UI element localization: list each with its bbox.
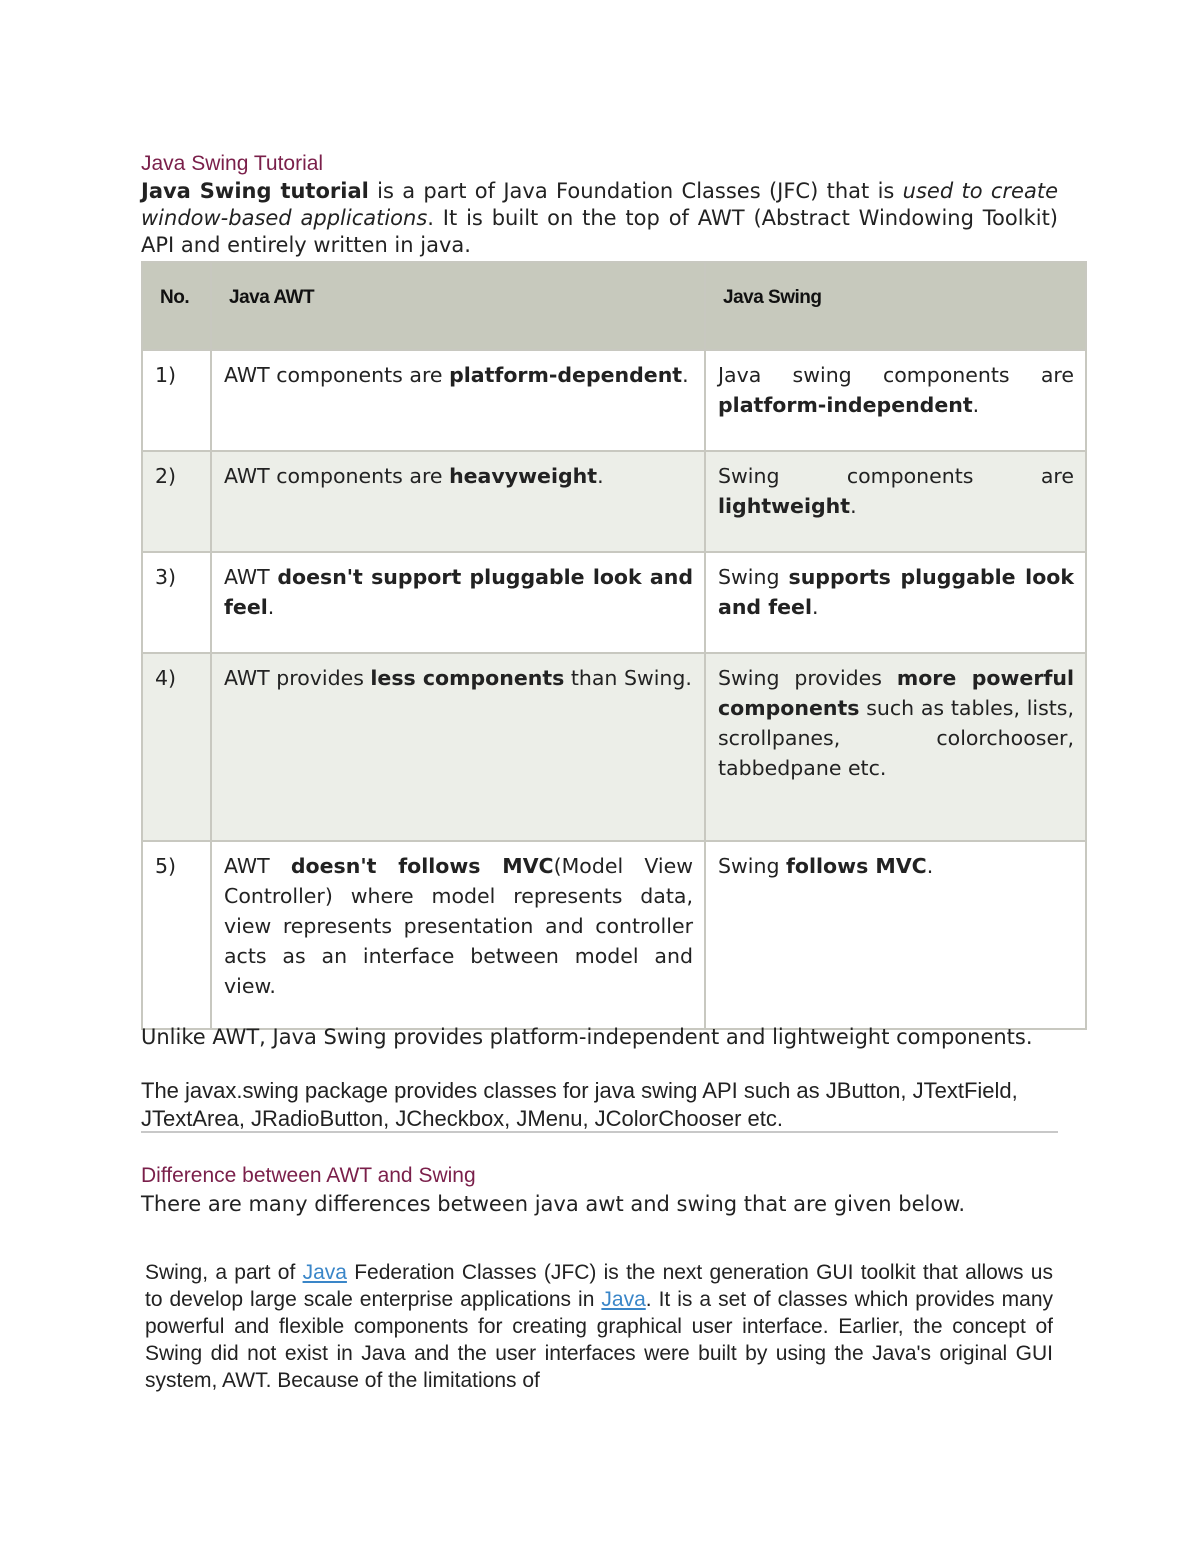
row-number: 5) bbox=[142, 841, 211, 1029]
row-number: 2) bbox=[142, 451, 211, 552]
cell-text: . bbox=[682, 363, 689, 387]
swing-cell bbox=[705, 350, 1086, 451]
intro-bold: Java Swing tutorial bbox=[141, 179, 369, 203]
swing-cell bbox=[705, 841, 1086, 1029]
awt-cell bbox=[211, 350, 705, 451]
cell-text: AWT components are bbox=[224, 464, 450, 488]
cell-bold: doesn't follows MVC bbox=[290, 854, 554, 878]
awt-cell bbox=[211, 451, 705, 552]
cell-bold: more powerful components bbox=[718, 666, 1074, 720]
swing-cell bbox=[705, 552, 1086, 653]
row-number: 1) bbox=[142, 350, 211, 451]
row-number: 3) bbox=[142, 552, 211, 653]
cell-text: . bbox=[812, 595, 819, 619]
table-row bbox=[142, 841, 1086, 1029]
awt-cell bbox=[211, 552, 705, 653]
cell-text: AWT components are bbox=[224, 363, 450, 387]
cell-text: . bbox=[597, 464, 604, 488]
intro-paragraph bbox=[141, 178, 1058, 259]
swing-text-3: . It is a set of classes which provides many powerful and flexible components for creating graphical user interface. Earlier, the concept of Swing did not exist in Java and the user interfaces were built by using the Java's original GUI system, AWT. Because of the limitations of bbox=[145, 1288, 1053, 1392]
table-row bbox=[142, 350, 1086, 451]
cell-bold: heavyweight bbox=[449, 464, 598, 488]
javax-swing-paragraph: The javax.swing package provides classes for java swing API such as JButton, JTextField, JTextArea, JRadioButton, JCheckbox, JMenu, JColorChooser etc. bbox=[141, 1078, 1018, 1131]
cell-bold: doesn't support pluggable look and feel bbox=[224, 565, 693, 619]
intro-text-2: . It is built on the top of AWT (Abstract Windowing Toolkit) API and entirely written in java. bbox=[141, 206, 1058, 257]
cell-bold: platform-dependent bbox=[449, 363, 683, 387]
intro-italic: used to create window-based applications bbox=[141, 179, 1058, 230]
cell-text: . bbox=[850, 494, 857, 518]
swing-cell bbox=[705, 653, 1086, 841]
row-number: 4) bbox=[142, 653, 211, 841]
table-row bbox=[142, 451, 1086, 552]
cell-text: such as tables, lists, scrollpanes, colorchooser, tabbedpane etc. bbox=[718, 696, 1074, 780]
section-heading: Difference between AWT and Swing bbox=[141, 1164, 476, 1187]
java-link[interactable]: Java bbox=[601, 1288, 646, 1311]
cell-text: AWT bbox=[224, 565, 278, 589]
cell-bold: lightweight bbox=[718, 494, 851, 518]
table-row bbox=[142, 653, 1086, 841]
cell-bold: platform-independent bbox=[718, 393, 973, 417]
after-table-paragraph: Unlike AWT, Java Swing provides platform-independent and lightweight components. bbox=[141, 1025, 1033, 1049]
cell-text: than Swing. bbox=[564, 666, 692, 690]
cell-text: Swing provides bbox=[718, 666, 897, 690]
header-java-swing: Java Swing bbox=[705, 262, 1086, 350]
cell-text: . bbox=[926, 854, 934, 878]
differences-intro: There are many differences between java awt and swing that are given below. bbox=[141, 1192, 966, 1216]
table-header-row bbox=[142, 262, 1086, 350]
cell-text: Swing components are bbox=[718, 464, 1074, 488]
header-java-awt: Java AWT bbox=[211, 262, 705, 350]
awt-cell bbox=[211, 653, 705, 841]
swing-cell bbox=[705, 451, 1086, 552]
cell-text: Swing bbox=[718, 854, 786, 878]
cell-text: AWT provides bbox=[224, 666, 371, 690]
cell-bold: supports pluggable look and feel bbox=[718, 565, 1075, 619]
swing-paragraph bbox=[145, 1259, 1053, 1394]
cell-bold: less components bbox=[370, 666, 565, 690]
cell-text: . bbox=[267, 595, 275, 619]
cell-bold: follows MVC bbox=[786, 854, 927, 878]
swing-text-1: Swing, a part of bbox=[145, 1261, 303, 1284]
cell-text: (Model View Controller) where model represents data, view represents presentation and controller acts as an interface between model and view. bbox=[224, 854, 693, 998]
comparison-table bbox=[141, 261, 1087, 1030]
awt-cell bbox=[211, 841, 705, 1029]
swing-text-2: Federation Classes (JFC) is the next generation GUI toolkit that allows us to develop large scale enterprise applications in bbox=[145, 1261, 1053, 1311]
cell-text: Java swing components are bbox=[718, 363, 1074, 387]
header-no: No. bbox=[142, 262, 211, 350]
page-title: Java Swing Tutorial bbox=[141, 152, 324, 175]
cell-text: . bbox=[972, 393, 980, 417]
java-link[interactable]: Java bbox=[302, 1261, 347, 1284]
table-row bbox=[142, 552, 1086, 653]
cell-text: AWT bbox=[224, 854, 291, 878]
intro-text-1: is a part of Java Foundation Classes (JFC) that is bbox=[368, 179, 903, 203]
cell-text: Swing bbox=[718, 565, 789, 589]
horizontal-rule bbox=[141, 1131, 1058, 1133]
